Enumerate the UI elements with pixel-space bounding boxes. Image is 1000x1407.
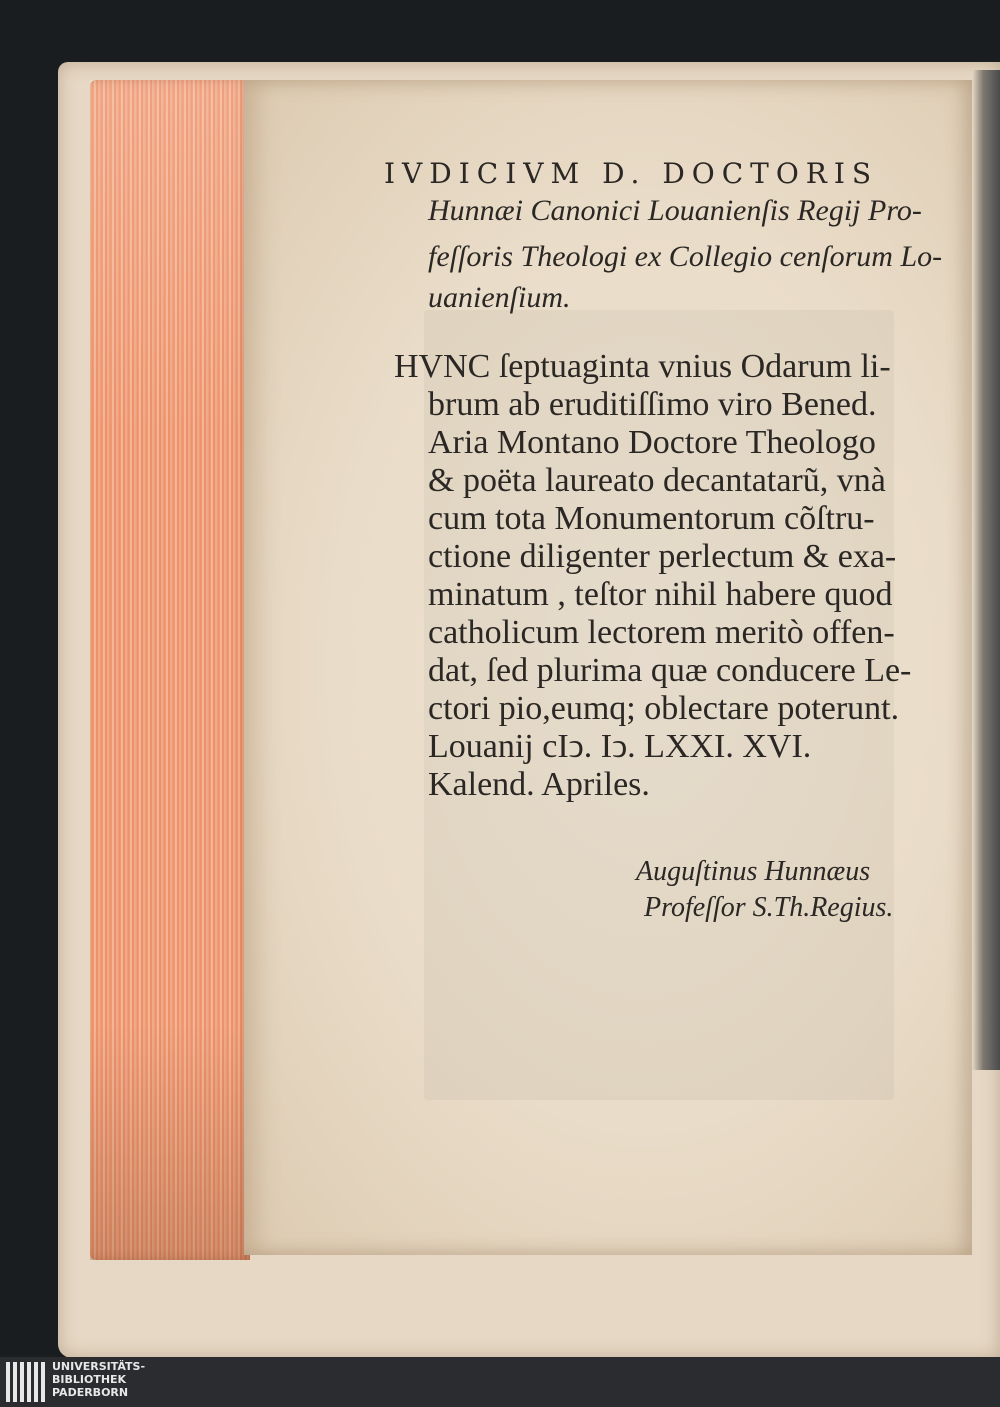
signature-name: Auguſtinus Hunnæus	[636, 856, 871, 887]
body-line-7: minatum , teſtor nihil habere quod	[428, 576, 893, 613]
logo-line-3: PADERBORN	[52, 1386, 129, 1399]
body-line-12: Kalend. Apriles.	[428, 766, 650, 803]
subtitle-line-1: Hunnæi Canonici Louanienſis Regij Pro-	[428, 194, 922, 227]
logo-line-1: UNIVERSITÄTS-	[52, 1360, 146, 1373]
page-heading: IVDICIVM D. DOCTORIS	[384, 157, 879, 190]
body-line-4: & poëta laureato decantatarũ, vnà	[428, 462, 886, 499]
body-line-6: ctione diligenter perlectum & exa-	[428, 538, 897, 575]
body-line-10: ctori pio,eumq; oblectare poterunt.	[428, 690, 900, 727]
body-line-9: dat, ſed plurima quæ conducere Le-	[428, 652, 912, 689]
footer-bar	[0, 1357, 1000, 1407]
signature-title: Profeſſor S.Th.Regius.	[644, 892, 894, 923]
body-line-1: HVNC ſeptuaginta vnius Odarum li-	[394, 348, 891, 385]
body-line-2: brum ab eruditiſſimo viro Bened.	[428, 386, 877, 423]
body-line-11: Louanij cIↄ. Iↄ. LXXI. XVI.	[428, 728, 812, 765]
subtitle-line-2: feſſoris Theologi ex Collegio cenſorum Lo-	[428, 240, 943, 273]
body-line-5: cum tota Monumentorum cõſtru-	[428, 500, 875, 537]
book-spine	[972, 70, 1000, 1070]
page-edges	[90, 80, 250, 1260]
library-logo-text	[52, 1360, 145, 1399]
body-line-3: Aria Montano Doctore Theologo	[428, 424, 876, 461]
logo-line-2: BIBLIOTHEK	[52, 1373, 127, 1386]
subtitle-line-3: uanienſium.	[428, 281, 571, 314]
library-logo-icon	[6, 1362, 46, 1402]
body-line-8: catholicum lectorem meritò offen-	[428, 614, 895, 651]
book-page	[244, 80, 972, 1255]
